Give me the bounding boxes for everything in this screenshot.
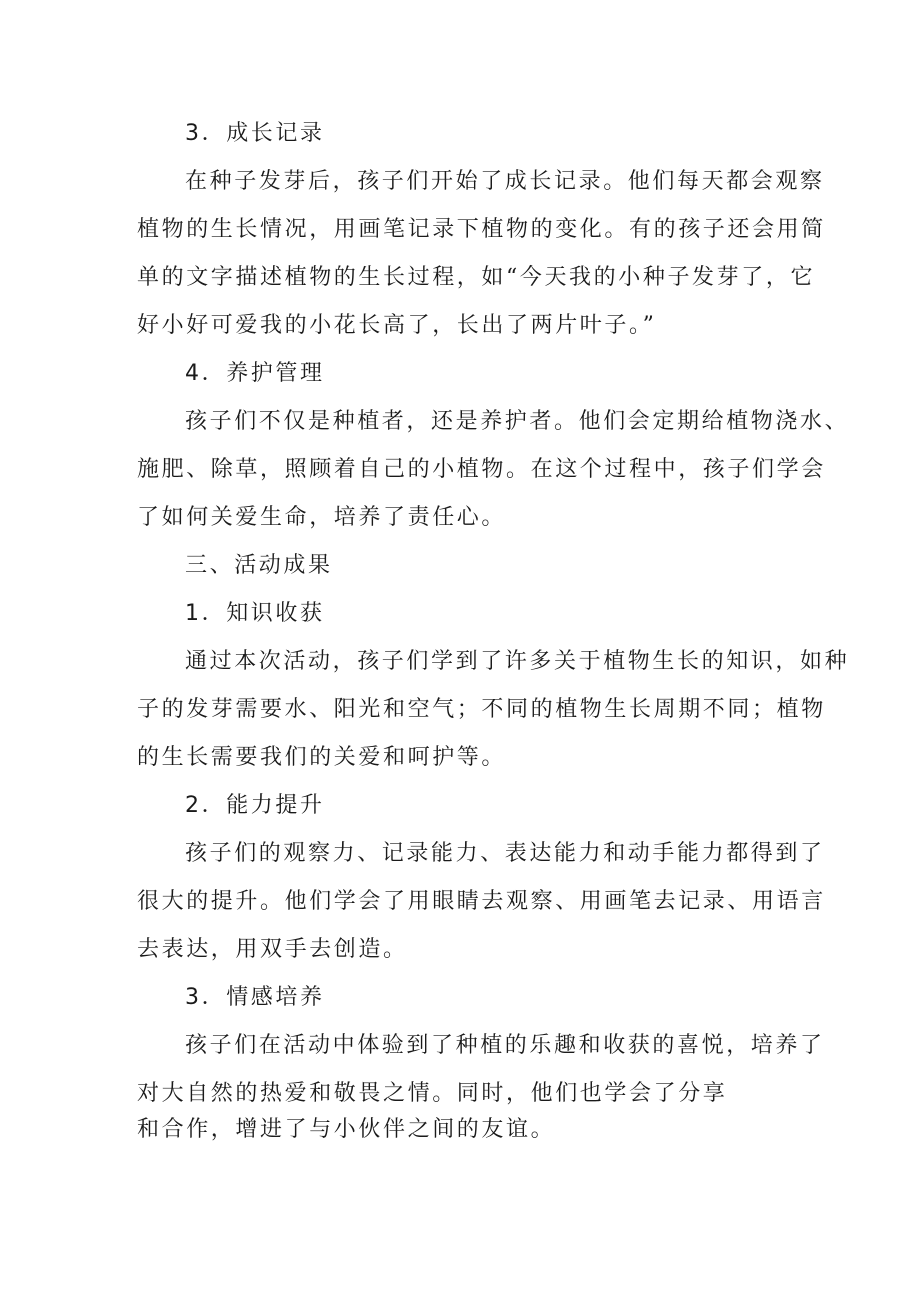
paragraph-line: 通过本次活动，孩子们学到了许多关于植物生长的知识，如种 xyxy=(185,649,850,674)
section-heading-growth-record: 3．成长记录 xyxy=(185,121,325,146)
section-heading-knowledge-gain: 1．知识收获 xyxy=(185,601,325,626)
paragraph-line: 的生长需要我们的关爱和呵护等。 xyxy=(137,745,507,770)
paragraph-line: 单的文字描述植物的生长过程，如“今天我的小种子发芽了，它 xyxy=(137,265,816,290)
paragraph-line: 孩子们不仅是种植者，还是养护者。他们会定期给植物浇水、 xyxy=(185,409,850,434)
section-heading-ability-improvement: 2．能力提升 xyxy=(185,793,325,818)
paragraph-line: 好小好可爱我的小花长高了，长出了两片叶子。” xyxy=(137,313,657,338)
section-heading-emotional-development: 3．情感培养 xyxy=(185,985,325,1010)
paragraph-line: 对大自然的热爱和敬畏之情。同时，他们也学会了分享 xyxy=(137,1081,728,1106)
paragraph-line: 在种子发芽后，孩子们开始了成长记录。他们每天都会观察 xyxy=(185,169,825,194)
paragraph-line: 孩子们在活动中体验到了种植的乐趣和收获的喜悦，培养了 xyxy=(185,1033,825,1058)
paragraph-line: 植物的生长情况，用画笔记录下植物的变化。有的孩子还会用简 xyxy=(137,217,826,242)
paragraph-line: 很大的提升。他们学会了用眼睛去观察、用画笔去记录、用语言 xyxy=(137,889,826,914)
paragraph-line: 和合作，增进了与小伙伴之间的友谊。 xyxy=(137,1117,556,1142)
paragraph-line: 去表达，用双手去创造。 xyxy=(137,937,408,962)
paragraph-line: 子的发芽需要水、阳光和空气；不同的植物生长周期不同；植物 xyxy=(137,697,826,722)
section-heading-care-management: 4．养护管理 xyxy=(185,361,325,386)
paragraph-line: 施肥、除草，照顾着自己的小植物。在这个过程中，孩子们学会 xyxy=(137,457,826,482)
paragraph-line: 了如何关爱生命，培养了责任心。 xyxy=(137,505,507,530)
chapter-heading-activity-results: 三、活动成果 xyxy=(185,553,333,578)
paragraph-line: 孩子们的观察力、记录能力、表达能力和动手能力都得到了 xyxy=(185,841,825,866)
